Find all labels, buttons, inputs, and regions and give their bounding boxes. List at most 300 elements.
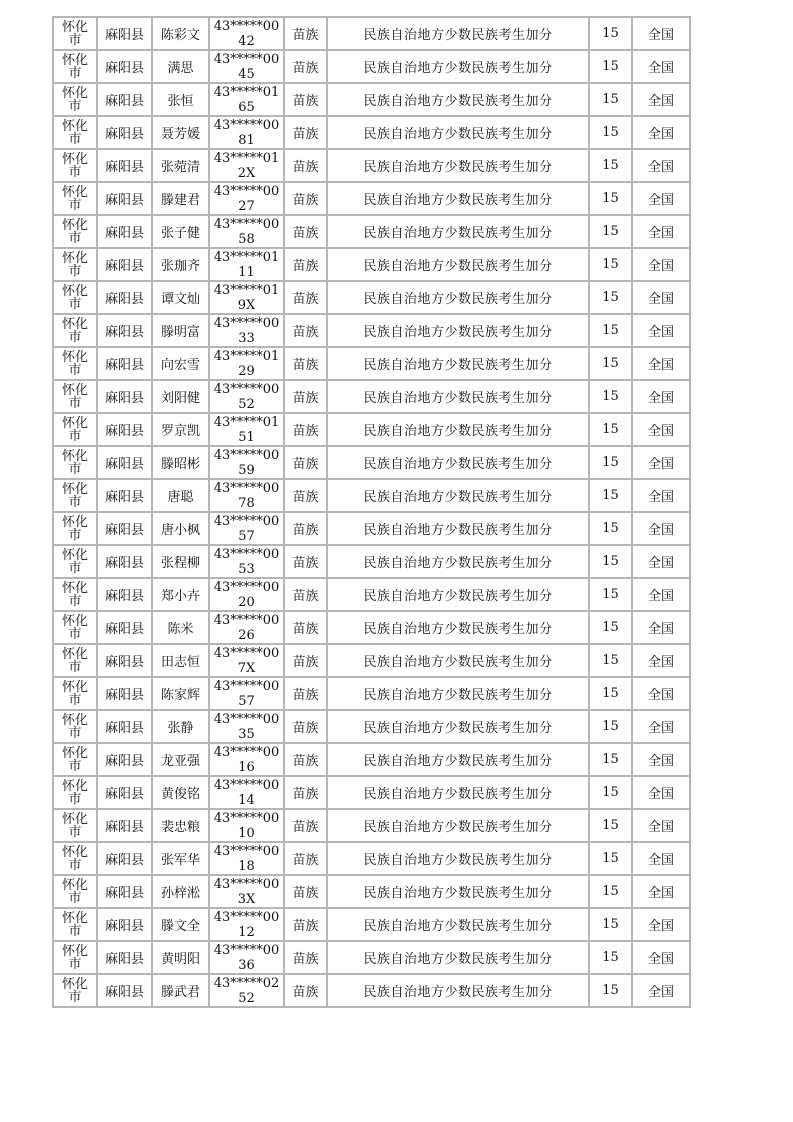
city-cell-text: 怀化市 (61, 514, 88, 543)
scope-cell: 全国 (632, 50, 690, 83)
county-cell: 麻阳县 (97, 743, 152, 776)
table-row (53, 380, 690, 413)
city-cell (53, 611, 97, 644)
id-number-cell-text: 43*****0081 (213, 117, 280, 148)
bonus-reason-cell: 民族自治地方少数民族考生加分 (327, 347, 589, 380)
bonus-reason-cell: 民族自治地方少数民族考生加分 (327, 479, 589, 512)
ethnicity-cell: 苗族 (284, 380, 327, 413)
scope-cell: 全国 (632, 545, 690, 578)
county-cell: 麻阳县 (97, 644, 152, 677)
student-name-cell: 唐聪 (152, 479, 209, 512)
city-cell-text: 怀化市 (61, 877, 88, 906)
id-number-cell (209, 875, 284, 908)
county-cell: 麻阳县 (97, 380, 152, 413)
id-number-cell-text: 43*****0042 (213, 18, 280, 49)
bonus-points-cell: 15 (589, 50, 632, 83)
id-number-cell (209, 941, 284, 974)
student-name-cell: 滕建君 (152, 182, 209, 215)
bonus-points-cell: 15 (589, 347, 632, 380)
county-cell: 麻阳县 (97, 149, 152, 182)
bonus-points-cell: 15 (589, 743, 632, 776)
id-number-cell-text: 43*****0078 (213, 480, 280, 511)
scope-cell: 全国 (632, 644, 690, 677)
city-cell-text: 怀化市 (61, 943, 88, 972)
bonus-points-cell: 15 (589, 380, 632, 413)
county-cell: 麻阳县 (97, 50, 152, 83)
bonus-points-cell: 15 (589, 149, 632, 182)
county-cell: 麻阳县 (97, 314, 152, 347)
id-number-cell (209, 347, 284, 380)
city-cell-text: 怀化市 (61, 283, 88, 312)
bonus-reason-cell: 民族自治地方少数民族考生加分 (327, 776, 589, 809)
city-cell-text: 怀化市 (61, 349, 88, 378)
city-cell-text: 怀化市 (61, 316, 88, 345)
table-row (53, 149, 690, 182)
city-cell-text: 怀化市 (61, 910, 88, 939)
student-name-cell: 满思 (152, 50, 209, 83)
ethnicity-cell: 苗族 (284, 842, 327, 875)
bonus-reason-cell: 民族自治地方少数民族考生加分 (327, 809, 589, 842)
city-cell-text: 怀化市 (61, 118, 88, 147)
bonus-reason-cell: 民族自治地方少数民族考生加分 (327, 116, 589, 149)
scope-cell: 全国 (632, 776, 690, 809)
bonus-points-cell: 15 (589, 17, 632, 50)
table-row (53, 182, 690, 215)
county-cell: 麻阳县 (97, 512, 152, 545)
table-body (53, 17, 690, 1007)
id-number-cell-text: 43*****012X (213, 150, 280, 181)
student-name-cell: 田志恒 (152, 644, 209, 677)
city-cell (53, 545, 97, 578)
city-cell-text: 怀化市 (61, 679, 88, 708)
city-cell (53, 644, 97, 677)
city-cell-text: 怀化市 (61, 580, 88, 609)
id-number-cell-text: 43*****0035 (213, 711, 280, 742)
county-cell: 麻阳县 (97, 776, 152, 809)
county-cell: 麻阳县 (97, 281, 152, 314)
city-cell (53, 116, 97, 149)
id-number-cell-text: 43*****0027 (213, 183, 280, 214)
city-cell-text: 怀化市 (61, 613, 88, 642)
table-row (53, 809, 690, 842)
student-name-cell: 滕文全 (152, 908, 209, 941)
county-cell: 麻阳县 (97, 17, 152, 50)
county-cell: 麻阳县 (97, 941, 152, 974)
ethnicity-cell: 苗族 (284, 578, 327, 611)
county-cell: 麻阳县 (97, 908, 152, 941)
bonus-reason-cell: 民族自治地方少数民族考生加分 (327, 83, 589, 116)
scope-cell: 全国 (632, 281, 690, 314)
ethnicity-cell: 苗族 (284, 809, 327, 842)
student-name-cell: 罗京凯 (152, 413, 209, 446)
city-cell (53, 413, 97, 446)
student-name-cell: 黄明阳 (152, 941, 209, 974)
ethnicity-cell: 苗族 (284, 116, 327, 149)
city-cell (53, 479, 97, 512)
scope-cell: 全国 (632, 182, 690, 215)
city-cell (53, 974, 97, 1007)
city-cell-text: 怀化市 (61, 250, 88, 279)
county-cell: 麻阳县 (97, 677, 152, 710)
ethnicity-cell: 苗族 (284, 149, 327, 182)
id-number-cell (209, 512, 284, 545)
id-number-cell-text: 43*****0036 (213, 942, 280, 973)
id-number-cell-text: 43*****0059 (213, 447, 280, 478)
ethnicity-cell: 苗族 (284, 83, 327, 116)
city-cell (53, 875, 97, 908)
student-name-cell: 张程柳 (152, 545, 209, 578)
ethnicity-cell: 苗族 (284, 941, 327, 974)
bonus-reason-cell: 民族自治地方少数民族考生加分 (327, 545, 589, 578)
city-cell (53, 710, 97, 743)
bonus-points-cell: 15 (589, 578, 632, 611)
table-row (53, 116, 690, 149)
city-cell (53, 17, 97, 50)
table-row (53, 248, 690, 281)
city-cell-text: 怀化市 (61, 745, 88, 774)
id-number-cell-text: 43*****0057 (213, 513, 280, 544)
city-cell (53, 809, 97, 842)
bonus-reason-cell: 民族自治地方少数民族考生加分 (327, 50, 589, 83)
student-name-cell: 陈彩文 (152, 17, 209, 50)
bonus-points-cell: 15 (589, 446, 632, 479)
student-name-cell: 张静 (152, 710, 209, 743)
ethnicity-cell: 苗族 (284, 545, 327, 578)
table-row (53, 611, 690, 644)
id-number-cell-text: 43*****0057 (213, 678, 280, 709)
county-cell: 麻阳县 (97, 611, 152, 644)
scope-cell: 全国 (632, 875, 690, 908)
ethnicity-cell: 苗族 (284, 50, 327, 83)
bonus-points-cell: 15 (589, 248, 632, 281)
bonus-reason-cell: 民族自治地方少数民族考生加分 (327, 941, 589, 974)
id-number-cell-text: 43*****0052 (213, 381, 280, 412)
id-number-cell (209, 611, 284, 644)
student-name-cell: 黄俊铭 (152, 776, 209, 809)
id-number-cell (209, 446, 284, 479)
table-row (53, 446, 690, 479)
id-number-cell (209, 215, 284, 248)
scope-cell: 全国 (632, 512, 690, 545)
id-number-cell-text: 43*****0058 (213, 216, 280, 247)
student-name-cell: 张菀清 (152, 149, 209, 182)
table-row (53, 842, 690, 875)
city-cell-text: 怀化市 (61, 844, 88, 873)
scope-cell: 全国 (632, 116, 690, 149)
city-cell (53, 578, 97, 611)
city-cell (53, 347, 97, 380)
county-cell: 麻阳县 (97, 83, 152, 116)
city-cell-text: 怀化市 (61, 151, 88, 180)
ethnicity-cell: 苗族 (284, 512, 327, 545)
city-cell (53, 446, 97, 479)
bonus-points-cell: 15 (589, 215, 632, 248)
table-row (53, 347, 690, 380)
id-number-cell (209, 182, 284, 215)
student-name-cell: 聂芳媛 (152, 116, 209, 149)
city-cell (53, 380, 97, 413)
city-cell-text: 怀化市 (61, 19, 88, 48)
city-cell (53, 743, 97, 776)
ethnicity-cell: 苗族 (284, 875, 327, 908)
bonus-reason-cell: 民族自治地方少数民族考生加分 (327, 677, 589, 710)
city-cell-text: 怀化市 (61, 184, 88, 213)
id-number-cell-text: 43*****0010 (213, 810, 280, 841)
table-row (53, 512, 690, 545)
table-row (53, 215, 690, 248)
bonus-reason-cell: 民族自治地方少数民族考生加分 (327, 446, 589, 479)
city-cell-text: 怀化市 (61, 481, 88, 510)
scope-cell: 全国 (632, 479, 690, 512)
id-number-cell (209, 413, 284, 446)
ethnicity-cell: 苗族 (284, 743, 327, 776)
id-number-cell-text: 43*****0129 (213, 348, 280, 379)
id-number-cell (209, 248, 284, 281)
scope-cell: 全国 (632, 908, 690, 941)
ethnicity-cell: 苗族 (284, 776, 327, 809)
student-name-cell: 龙亚强 (152, 743, 209, 776)
table-row (53, 875, 690, 908)
table-row (53, 941, 690, 974)
city-cell (53, 83, 97, 116)
table-row (53, 578, 690, 611)
county-cell: 麻阳县 (97, 413, 152, 446)
city-cell (53, 50, 97, 83)
city-cell-text: 怀化市 (61, 547, 88, 576)
ethnicity-cell: 苗族 (284, 17, 327, 50)
id-number-cell (209, 578, 284, 611)
city-cell (53, 776, 97, 809)
bonus-points-cell: 15 (589, 545, 632, 578)
bonus-points-cell: 15 (589, 677, 632, 710)
ethnicity-cell: 苗族 (284, 215, 327, 248)
table-row (53, 479, 690, 512)
bonus-points-cell: 15 (589, 809, 632, 842)
city-cell (53, 842, 97, 875)
scope-cell: 全国 (632, 380, 690, 413)
scope-cell: 全国 (632, 83, 690, 116)
id-number-cell-text: 43*****0045 (213, 51, 280, 82)
bonus-reason-cell: 民族自治地方少数民族考生加分 (327, 182, 589, 215)
student-name-cell: 刘阳健 (152, 380, 209, 413)
bonus-reason-cell: 民族自治地方少数民族考生加分 (327, 215, 589, 248)
id-number-cell (209, 380, 284, 413)
id-number-cell-text: 43*****0020 (213, 579, 280, 610)
county-cell: 麻阳县 (97, 875, 152, 908)
student-name-cell: 滕昭彬 (152, 446, 209, 479)
id-number-cell (209, 83, 284, 116)
table-row (53, 413, 690, 446)
bonus-points-cell: 15 (589, 116, 632, 149)
id-number-cell (209, 116, 284, 149)
county-cell: 麻阳县 (97, 215, 152, 248)
bonus-points-cell: 15 (589, 83, 632, 116)
bonus-reason-cell: 民族自治地方少数民族考生加分 (327, 710, 589, 743)
id-number-cell-text: 43*****0016 (213, 744, 280, 775)
scope-cell: 全国 (632, 149, 690, 182)
scope-cell: 全国 (632, 611, 690, 644)
city-cell-text: 怀化市 (61, 85, 88, 114)
city-cell (53, 941, 97, 974)
city-cell (53, 314, 97, 347)
scope-cell: 全国 (632, 446, 690, 479)
ethnicity-cell: 苗族 (284, 710, 327, 743)
bonus-points-cell: 15 (589, 875, 632, 908)
table-row (53, 644, 690, 677)
county-cell: 麻阳县 (97, 248, 152, 281)
county-cell: 麻阳县 (97, 710, 152, 743)
bonus-reason-cell: 民族自治地方少数民族考生加分 (327, 842, 589, 875)
student-name-cell: 张珈齐 (152, 248, 209, 281)
city-cell (53, 908, 97, 941)
ethnicity-cell: 苗族 (284, 677, 327, 710)
bonus-points-cell: 15 (589, 479, 632, 512)
city-cell (53, 215, 97, 248)
student-name-cell: 滕明富 (152, 314, 209, 347)
bonus-reason-cell: 民族自治地方少数民族考生加分 (327, 281, 589, 314)
id-number-cell (209, 149, 284, 182)
county-cell: 麻阳县 (97, 446, 152, 479)
bonus-points-cell: 15 (589, 941, 632, 974)
id-number-cell-text: 43*****0053 (213, 546, 280, 577)
id-number-cell-text: 43*****0018 (213, 843, 280, 874)
city-cell-text: 怀化市 (61, 646, 88, 675)
bonus-points-cell: 15 (589, 281, 632, 314)
city-cell-text: 怀化市 (61, 712, 88, 741)
student-name-cell: 向宏雪 (152, 347, 209, 380)
bonus-reason-cell: 民族自治地方少数民族考生加分 (327, 512, 589, 545)
student-name-cell: 陈米 (152, 611, 209, 644)
id-number-cell (209, 644, 284, 677)
bonus-reason-cell: 民族自治地方少数民族考生加分 (327, 578, 589, 611)
scope-cell: 全国 (632, 743, 690, 776)
table-row (53, 776, 690, 809)
table-row (53, 50, 690, 83)
scope-cell: 全国 (632, 347, 690, 380)
city-cell (53, 182, 97, 215)
bonus-points-cell: 15 (589, 710, 632, 743)
bonus-points-cell: 15 (589, 908, 632, 941)
id-number-cell (209, 677, 284, 710)
student-name-cell: 孙梓淞 (152, 875, 209, 908)
id-number-cell-text: 43*****0165 (213, 84, 280, 115)
scope-cell: 全国 (632, 17, 690, 50)
county-cell: 麻阳县 (97, 545, 152, 578)
bonus-reason-cell: 民族自治地方少数民族考生加分 (327, 380, 589, 413)
city-cell (53, 677, 97, 710)
bonus-points-cell: 15 (589, 776, 632, 809)
city-cell-text: 怀化市 (61, 976, 88, 1005)
student-name-cell: 张恒 (152, 83, 209, 116)
id-number-cell-text: 43*****007X (213, 645, 280, 676)
student-name-cell: 滕武君 (152, 974, 209, 1007)
bonus-points-cell: 15 (589, 974, 632, 1007)
city-cell-text: 怀化市 (61, 52, 88, 81)
ethnicity-cell: 苗族 (284, 446, 327, 479)
id-number-cell-text: 43*****0026 (213, 612, 280, 643)
id-number-cell (209, 974, 284, 1007)
bonus-reason-cell: 民族自治地方少数民族考生加分 (327, 314, 589, 347)
bonus-points-cell: 15 (589, 644, 632, 677)
bonus-points-cell: 15 (589, 611, 632, 644)
id-number-cell-text: 43*****003X (213, 876, 280, 907)
bonus-points-cell: 15 (589, 512, 632, 545)
id-number-cell-text: 43*****0252 (213, 975, 280, 1006)
ethnicity-cell: 苗族 (284, 974, 327, 1007)
id-number-cell (209, 710, 284, 743)
scope-cell: 全国 (632, 578, 690, 611)
id-number-cell (209, 281, 284, 314)
ethnicity-cell: 苗族 (284, 611, 327, 644)
county-cell: 麻阳县 (97, 347, 152, 380)
bonus-reason-cell: 民族自治地方少数民族考生加分 (327, 17, 589, 50)
table-row (53, 677, 690, 710)
id-number-cell-text: 43*****0151 (213, 414, 280, 445)
scope-cell: 全国 (632, 842, 690, 875)
city-cell (53, 281, 97, 314)
county-cell: 麻阳县 (97, 809, 152, 842)
county-cell: 麻阳县 (97, 842, 152, 875)
id-number-cell (209, 479, 284, 512)
scope-cell: 全国 (632, 941, 690, 974)
table-row (53, 17, 690, 50)
scope-cell: 全国 (632, 677, 690, 710)
id-number-cell (209, 908, 284, 941)
ethnicity-cell: 苗族 (284, 644, 327, 677)
city-cell-text: 怀化市 (61, 811, 88, 840)
county-cell: 麻阳县 (97, 974, 152, 1007)
bonus-points-cell: 15 (589, 182, 632, 215)
id-number-cell-text: 43*****0033 (213, 315, 280, 346)
ethnicity-cell: 苗族 (284, 479, 327, 512)
student-name-cell: 张军华 (152, 842, 209, 875)
id-number-cell-text: 43*****0014 (213, 777, 280, 808)
id-number-cell-text: 43*****0111 (213, 249, 280, 280)
bonus-reason-cell: 民族自治地方少数民族考生加分 (327, 413, 589, 446)
table-row (53, 281, 690, 314)
ethnicity-cell: 苗族 (284, 248, 327, 281)
county-cell: 麻阳县 (97, 116, 152, 149)
bonus-reason-cell: 民族自治地方少数民族考生加分 (327, 908, 589, 941)
id-number-cell (209, 50, 284, 83)
table-row (53, 974, 690, 1007)
table-row (53, 908, 690, 941)
bonus-reason-cell: 民族自治地方少数民族考生加分 (327, 644, 589, 677)
county-cell: 麻阳县 (97, 182, 152, 215)
city-cell (53, 512, 97, 545)
bonus-reason-cell: 民族自治地方少数民族考生加分 (327, 743, 589, 776)
id-number-cell (209, 743, 284, 776)
id-number-cell (209, 809, 284, 842)
scope-cell: 全国 (632, 974, 690, 1007)
county-cell: 麻阳县 (97, 578, 152, 611)
id-number-cell (209, 776, 284, 809)
city-cell-text: 怀化市 (61, 415, 88, 444)
bonus-reason-cell: 民族自治地方少数民族考生加分 (327, 974, 589, 1007)
student-name-cell: 谭文灿 (152, 281, 209, 314)
bonus-reason-cell: 民族自治地方少数民族考生加分 (327, 611, 589, 644)
scope-cell: 全国 (632, 248, 690, 281)
table-row (53, 314, 690, 347)
table-row (53, 83, 690, 116)
bonus-points-table (52, 16, 691, 1008)
scope-cell: 全国 (632, 314, 690, 347)
bonus-reason-cell: 民族自治地方少数民族考生加分 (327, 149, 589, 182)
bonus-points-cell: 15 (589, 413, 632, 446)
student-name-cell: 张子健 (152, 215, 209, 248)
ethnicity-cell: 苗族 (284, 413, 327, 446)
table-row (53, 743, 690, 776)
